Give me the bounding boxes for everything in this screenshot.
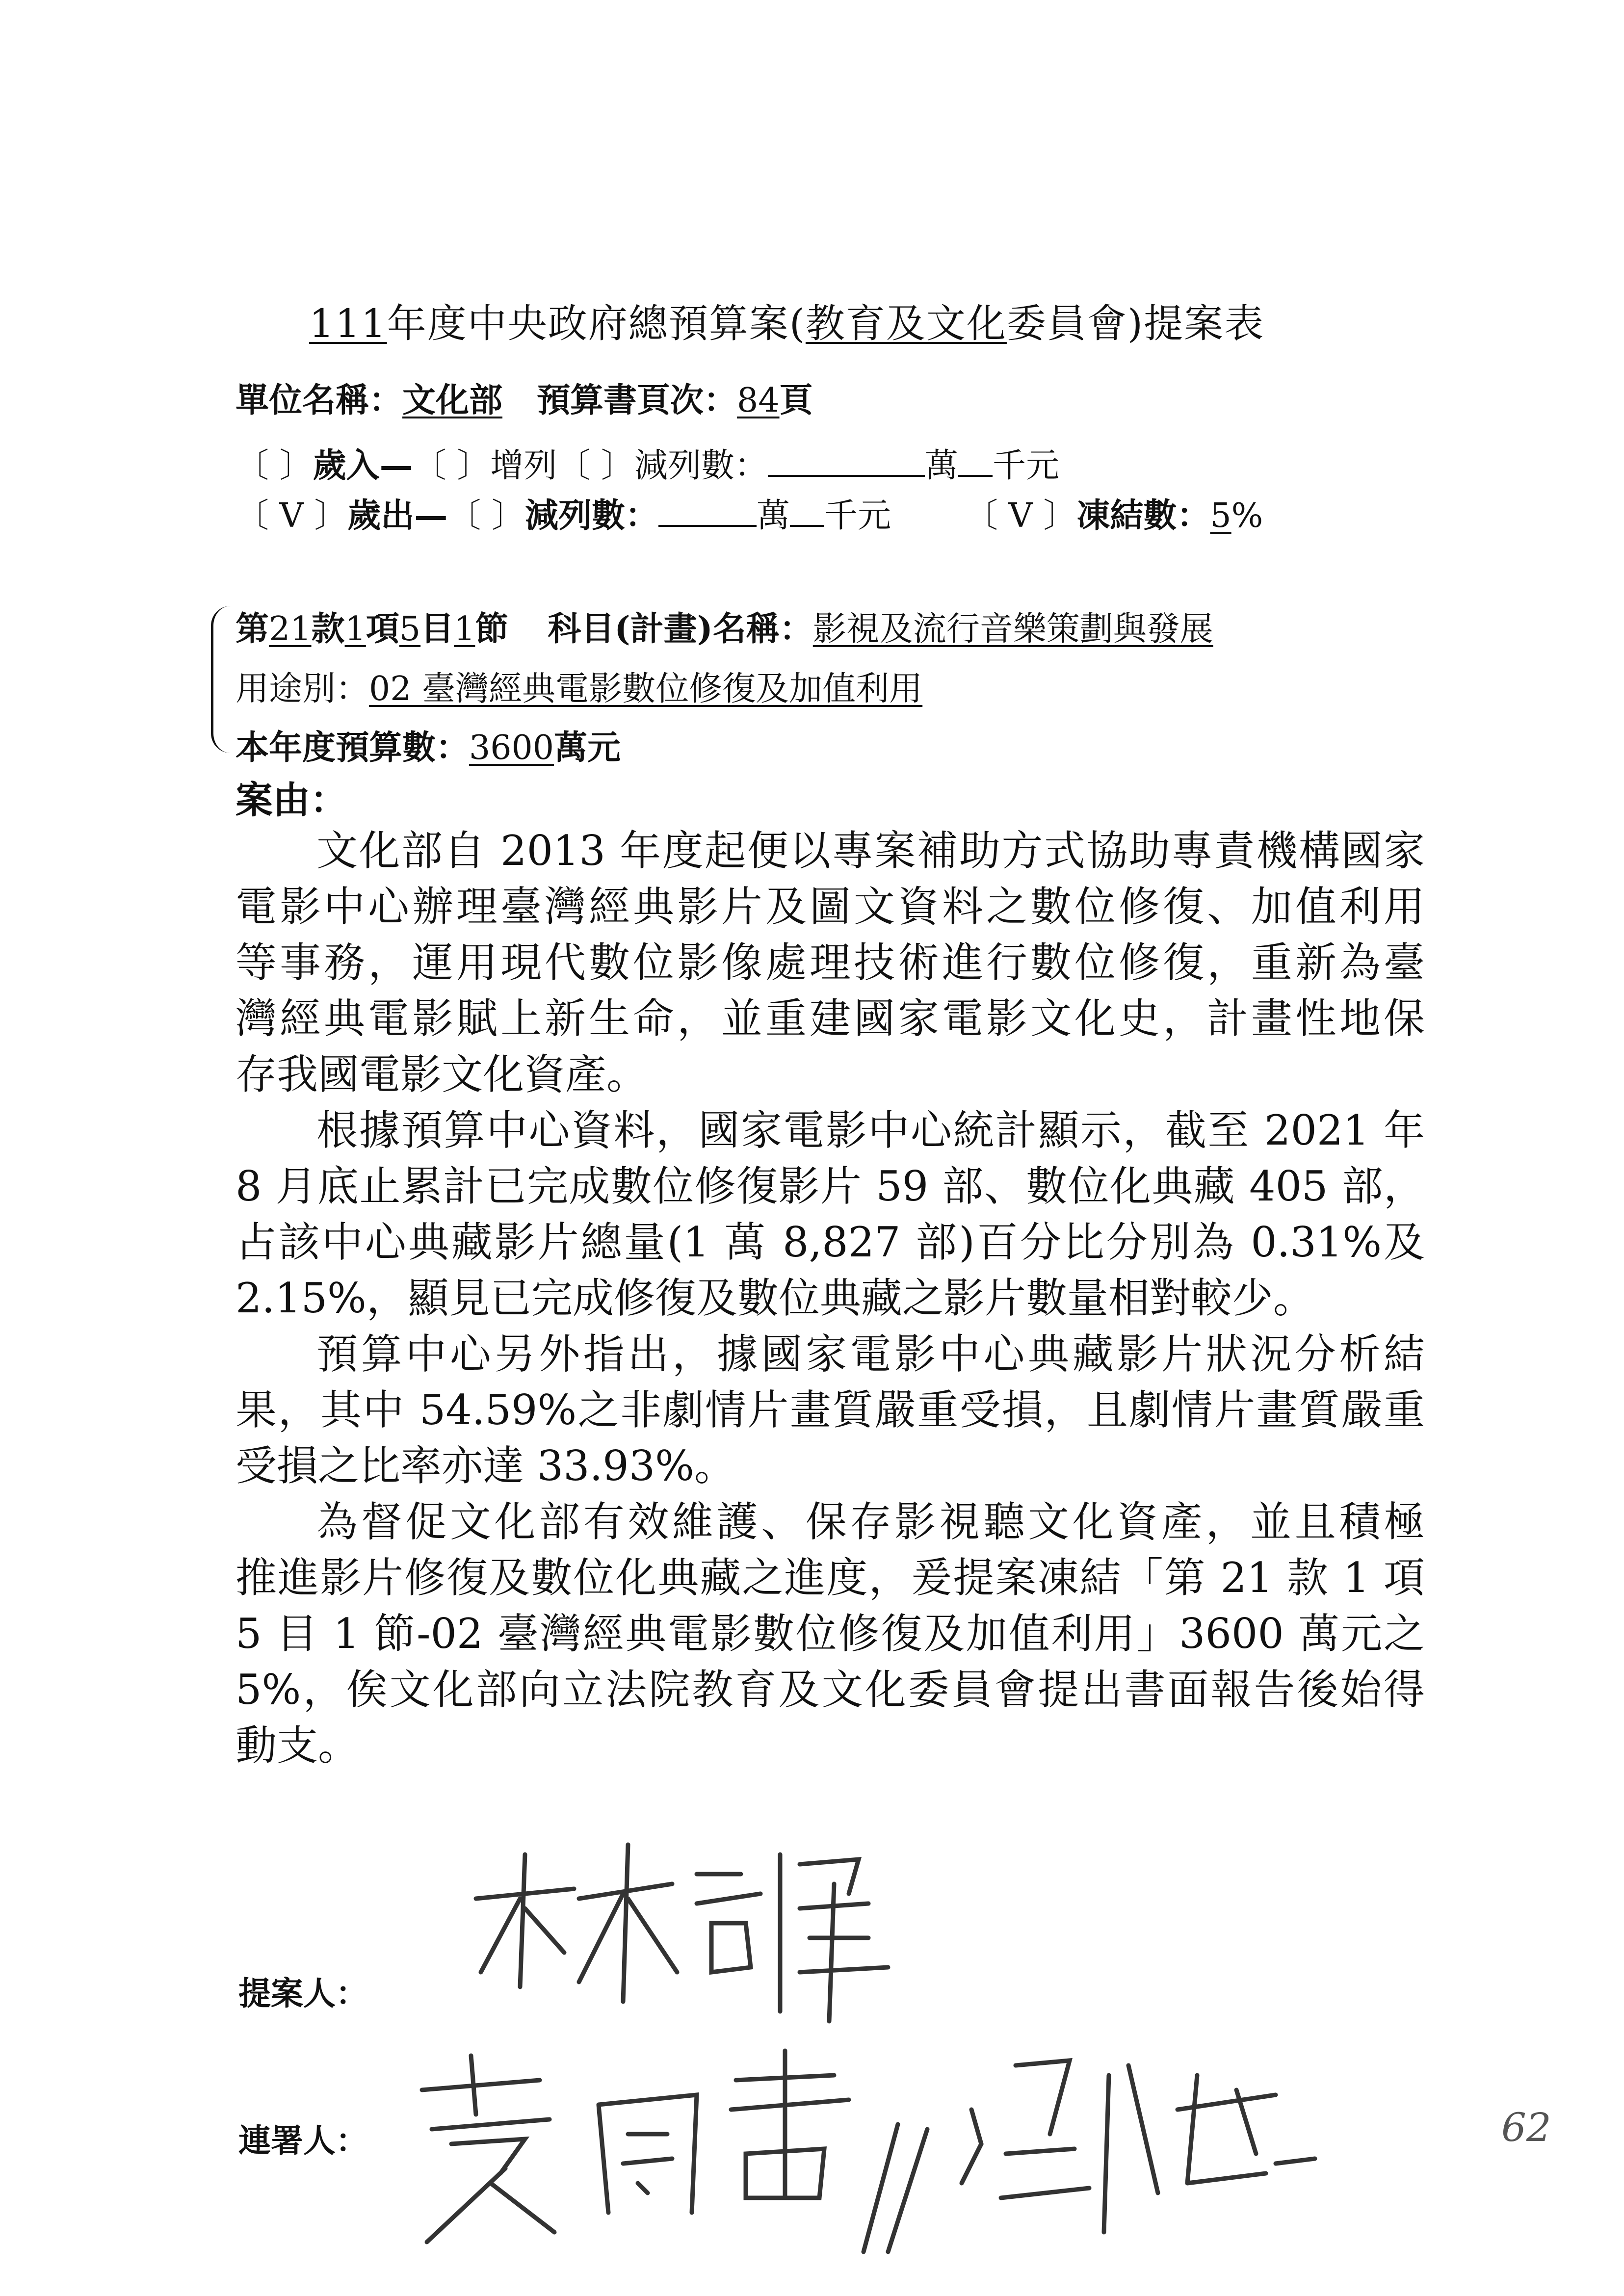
body-line: 為督促文化部有效維護、保存影視聽文化資產，並且積極 [316,1498,1425,1546]
revenue-line [236,439,1059,487]
qian-blank [958,445,993,477]
body-line: 8 月底止累計已完成數位修復影片 59 部、數位化典藏 405 部， [236,1162,1425,1210]
add-checkbox: 〔 〕 [413,446,491,485]
subject-value: 影視及流行音樂策劃與發展 [812,610,1213,649]
expense-line [236,489,1263,537]
wan-blank [768,445,925,477]
budget-label: 本年度預算數： [236,728,470,767]
xiang-label: 項 [366,609,399,649]
xiang-value: 1 [344,610,366,649]
kuan-value: 21 [269,610,312,649]
title-committee: 教育及文化 [805,301,1007,346]
body-line: 存我國電影文化資產。 [236,1050,648,1098]
reduce-label: 減列數： [634,446,768,485]
body-line: 受損之比率亦達 33.93%。 [236,1442,735,1490]
cosigner-signatures [393,2036,1325,2257]
expense-wan-blank [658,496,757,527]
page-number: 62 [1501,2105,1551,2150]
title-pre: 年度中央政府總預算案( [387,301,806,346]
expense-checkbox: 〔 V 〕 [236,496,348,535]
page-suffix: 頁 [779,381,813,420]
proposer-label: 提案人： [238,1974,368,2012]
add-label: 增列 [490,446,557,485]
revenue-checkbox: 〔 〕 [236,446,313,485]
body-line: 預算中心另外指出，據國家電影中心典藏影片狀況分析結 [316,1330,1425,1378]
body-line: 5%，俟文化部向立法院教育及文化委員會提出書面報告後始得 [236,1666,1425,1714]
freeze-unit: % [1231,496,1263,535]
reason-label: 案由： [236,778,347,822]
body-line: 占該中心典藏影片總量(1 萬 8,827 部)百分比分別為 0.31%及 [236,1218,1425,1266]
unit-value: 文化部 [402,381,503,420]
reduce-checkbox: 〔 〕 [557,446,634,485]
unit-label: 單位名稱： [236,381,403,420]
body-line: 推進影片修復及數位化典藏之進度，爰提案凍結「第 21 款 1 項 [236,1554,1425,1602]
body-line: 文化部自 2013 年度起便以專案補助方式協助專責機構國家 [316,827,1425,875]
page-value: 84 [737,381,780,420]
freeze-label: 凍結數： [1076,496,1210,535]
qian-label: 千元 [992,446,1059,485]
document-title [309,292,1264,348]
jie-value: 1 [454,610,475,649]
body-line: 電影中心辦理臺灣經典影片及圖文資料之數位修復、加值利用 [236,883,1425,931]
body-line: 果，其中 54.59%之非劇情片畫質嚴重受損，且劇情片畫質嚴重 [236,1386,1425,1434]
expense-qian-label: 千元 [824,496,891,535]
mu-value: 5 [399,610,421,649]
body-line: 2.15%，顯見已完成修復及數位典藏之影片數量相對較少。 [236,1274,1314,1322]
subject-line [236,602,1213,650]
freeze-checkbox: 〔 V 〕 [965,496,1077,535]
body-line: 等事務，運用現代數位影像處理技術進行數位修復，重新為臺 [236,939,1425,987]
unit-line [236,374,813,421]
body-line: 動支。 [236,1722,360,1770]
freeze-value: 5 [1210,496,1231,535]
expense-wan-label: 萬 [757,496,790,535]
revenue-label: 歲入— [313,446,413,485]
expense-reduce-label: 減列數： [524,496,658,535]
body-line: 根據預算中心資料，國家電影中心統計顯示，截至 2021 年 [316,1106,1425,1154]
use-line [236,662,922,710]
budget-value: 3600 [469,729,554,767]
title-post: 委員會)提案表 [1006,301,1265,346]
mu-label: 目 [420,609,454,649]
budget-unit: 萬元 [554,728,621,767]
expense-label: 歲出— [347,496,448,535]
page-label: 預算書頁次： [537,381,737,420]
body-line: 5 目 1 節-02 臺灣經典電影數位修復及加值利用」3600 萬元之 [236,1610,1425,1658]
proposer-signature [466,1825,908,2031]
section-bracket [211,606,233,753]
expense-reduce-checkbox: 〔 〕 [447,496,525,535]
use-label: 用途別： [236,670,369,708]
kuan-label: 款 [311,609,345,649]
subject-label: 科目(計畫)名稱： [548,609,813,649]
use-value: 02 臺灣經典電影數位修復及加值利用 [369,670,923,708]
wan-label: 萬 [924,446,958,485]
cosigner-label: 連署人： [238,2121,368,2160]
body-line: 灣經典電影賦上新生命，並重建國家電影文化史，計畫性地保 [236,994,1425,1043]
budget-line [236,721,621,769]
title-year: 111 [309,301,387,346]
expense-qian-blank [790,496,824,527]
jie-label: 節 [475,609,509,649]
di: 第 [236,609,269,649]
